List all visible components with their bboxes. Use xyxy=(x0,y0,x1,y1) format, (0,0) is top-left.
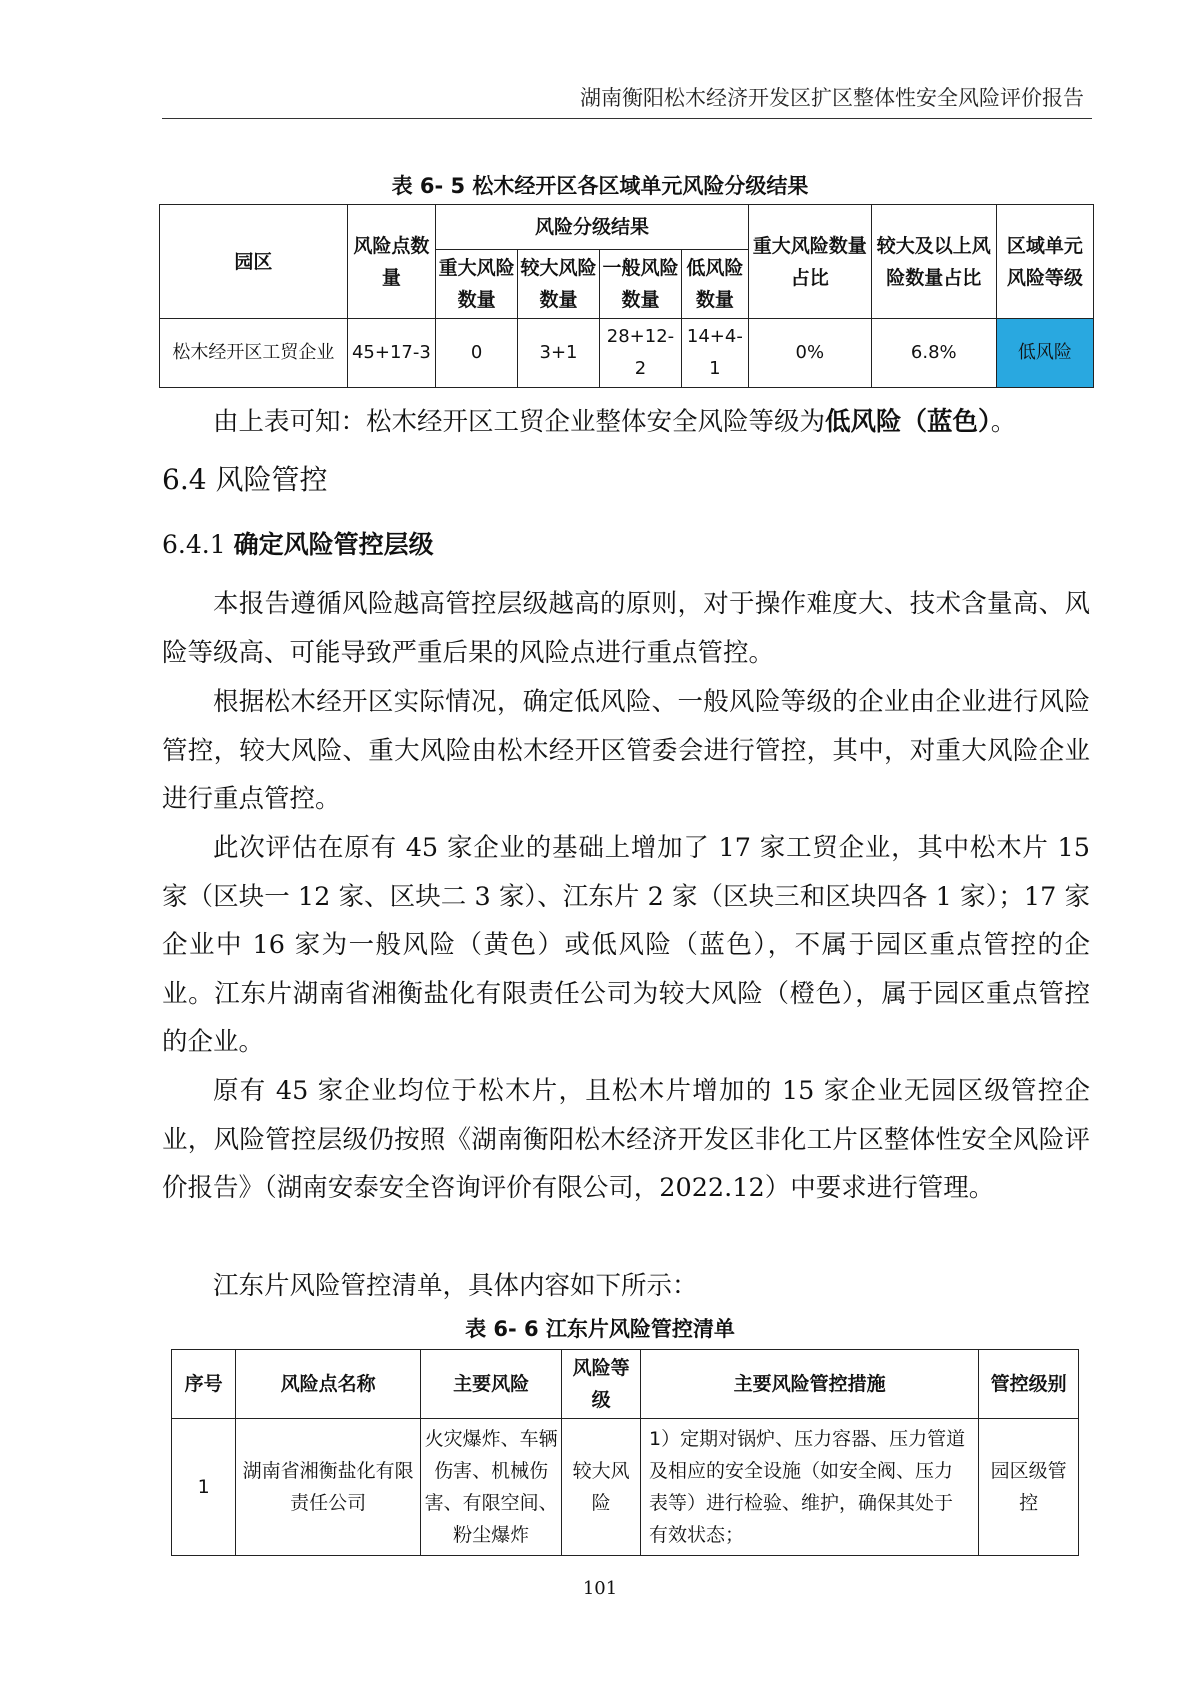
section-heading xyxy=(162,458,327,498)
cell-major-ratio: 0% xyxy=(748,319,871,388)
cell-risk-name: 湖南省湘衡盐化有限责任公司 xyxy=(236,1419,421,1556)
cell-risk-level: 较大风险 xyxy=(562,1419,641,1556)
cell-major-count: 0 xyxy=(436,319,518,388)
header-risk-name: 风险点名称 xyxy=(236,1350,421,1419)
header-divider xyxy=(162,118,1092,119)
paragraph-new-enterprises: 此次评估在原有 45 家企业的基础上增加了 17 家工贸企业，其中松木片 15 家（区块一 12 家、区块二 3 家）、江东片 2 家（区块三和区块四各 1 家）；17 家企业中 16 家为一般风险（黄色）或低风险（蓝色），不属于园区重点管控的企业。江东片湖南省湘衡盐化有限责任公司为较大风险（橙色），属于园区重点管控的企业。 xyxy=(162,833,1090,1057)
header-grading-result: 风险分级结果 xyxy=(436,205,749,250)
header-risk-level: 风险等级 xyxy=(562,1350,641,1419)
paragraph-existing-enterprises: 原有 45 家企业均位于松木片，且松木片增加的 15 家企业无园区级管控企业，风险管控层级仍按照《湖南衡阳松木经济开发区非化工片区整体性安全风险评价报告》（湖南安泰安全咨询评价有限公司，2022.12）中要求进行管理。 xyxy=(162,1076,1090,1203)
cell-larger-count: 3+1 xyxy=(518,319,600,388)
section-number: 6.4 xyxy=(162,463,207,496)
header-low-count: 低风险数量 xyxy=(681,250,748,319)
cell-control-level: 园区级管控 xyxy=(979,1419,1079,1556)
subsection-heading xyxy=(162,525,434,561)
risk-control-list-table xyxy=(171,1349,1079,1556)
section-title: 风险管控 xyxy=(215,463,328,496)
header-major-count: 重大风险数量 xyxy=(436,250,518,319)
header-larger-ratio: 较大及以上风险数量占比 xyxy=(871,205,996,319)
subsection-number: 6.4.1 xyxy=(162,530,226,559)
conclusion-highlight: 低风险（蓝色） xyxy=(825,407,991,437)
conclusion-prefix: 由上表可知：松木经开区工贸企业整体安全风险等级为 xyxy=(213,407,826,437)
cell-no: 1 xyxy=(172,1419,236,1556)
header-control-level: 管控级别 xyxy=(979,1350,1079,1419)
header-major-ratio: 重大风险数量占比 xyxy=(748,205,871,319)
cell-park: 松木经开区工贸企业 xyxy=(160,319,348,388)
paragraph-list-intro: 江东片风险管控清单，具体内容如下所示： xyxy=(213,1271,698,1301)
header-risk-points: 风险点数量 xyxy=(347,205,435,319)
header-control-measures: 主要风险管控措施 xyxy=(641,1350,979,1419)
header-unit-level: 区域单元风险等级 xyxy=(996,205,1093,319)
cell-control-measures: 1）定期对锅炉、压力容器、压力管道及相应的安全设施（如安全阀、压力表等）进行检验、维护，确保其处于有效状态； xyxy=(641,1419,979,1556)
report-header-title: 湖南衡阳松木经济开发区扩区整体性安全风险评价报告 xyxy=(580,86,1084,110)
paragraph-principle: 本报告遵循风险越高管控层级越高的原则，对于操作难度大、技术含量高、风险等级高、可能导致严重后果的风险点进行重点管控。 xyxy=(162,589,1090,668)
header-larger-count: 较大风险数量 xyxy=(518,250,600,319)
cell-risk-points: 45+17-3 xyxy=(347,319,435,388)
table2-caption: 表 6- 6 江东片风险管控清单 xyxy=(465,1317,735,1341)
table-row xyxy=(160,319,1094,388)
subsection-title: 确定风险管控层级 xyxy=(233,530,434,559)
header-park: 园区 xyxy=(160,205,348,319)
cell-unit-level: 低风险 xyxy=(996,319,1093,388)
table1-caption: 表 6- 5 松木经开区各区域单元风险分级结果 xyxy=(391,174,809,198)
cell-larger-ratio: 6.8% xyxy=(871,319,996,388)
conclusion-paragraph xyxy=(162,398,1090,447)
page-number: 101 xyxy=(582,1578,618,1599)
cell-main-risk: 火灾爆炸、车辆伤害、机械伤害、有限空间、粉尘爆炸 xyxy=(421,1419,562,1556)
conclusion-suffix: 。 xyxy=(990,407,1017,437)
paragraph-control-assignment: 根据松木经开区实际情况，确定低风险、一般风险等级的企业由企业进行风险管控，较大风险、重大风险由松木经开区管委会进行管控，其中，对重大风险企业进行重点管控。 xyxy=(162,687,1090,814)
header-no: 序号 xyxy=(172,1350,236,1419)
cell-general-count: 28+12-2 xyxy=(600,319,682,388)
table-row xyxy=(172,1419,1079,1556)
cell-low-count: 14+4-1 xyxy=(681,319,748,388)
risk-grading-table xyxy=(159,204,1094,388)
header-main-risk: 主要风险 xyxy=(421,1350,562,1419)
header-general-count: 一般风险数量 xyxy=(600,250,682,319)
